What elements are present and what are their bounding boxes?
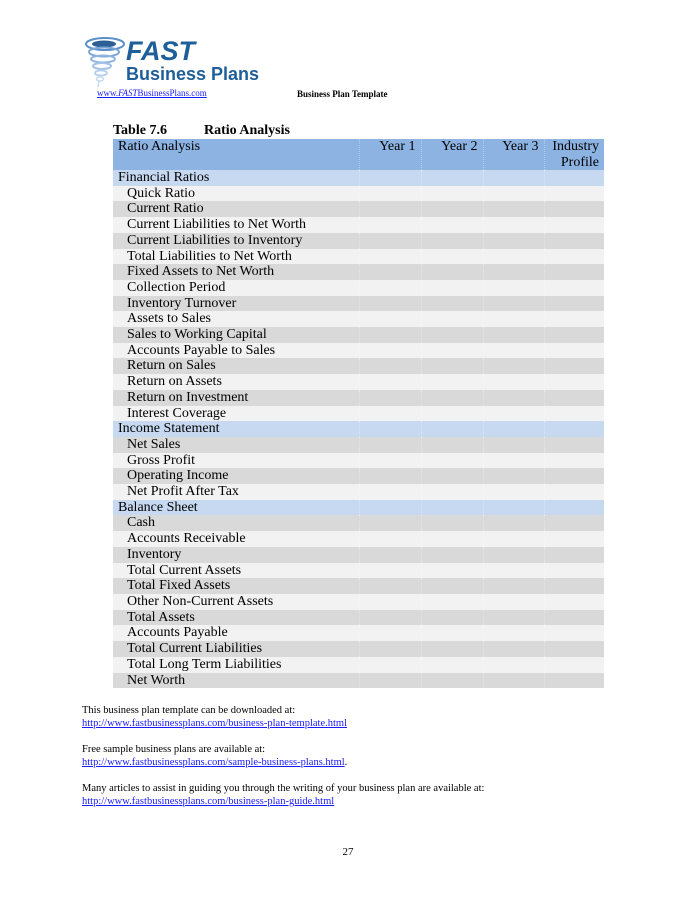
year-1-cell	[359, 264, 421, 280]
table-row	[113, 406, 604, 422]
year-2-cell	[421, 515, 483, 531]
year-3-cell	[483, 233, 544, 249]
row-label: Current Liabilities to Inventory	[113, 233, 359, 249]
table-row	[113, 343, 604, 359]
header-year-3: Year 3	[483, 139, 544, 170]
year-2-cell	[421, 343, 483, 359]
industry-profile-cell	[544, 578, 604, 594]
table-row	[113, 217, 604, 233]
row-label: Inventory	[113, 547, 359, 563]
year-3-cell	[483, 311, 544, 327]
year-1-cell	[359, 186, 421, 202]
year-3-cell	[483, 201, 544, 217]
logo	[84, 36, 284, 90]
industry-profile-cell	[544, 264, 604, 280]
year-3-cell	[483, 217, 544, 233]
year-2-cell	[421, 264, 483, 280]
year-1-cell	[359, 578, 421, 594]
industry-profile-cell	[544, 515, 604, 531]
industry-profile-cell	[544, 625, 604, 641]
site-link-prefix: www.	[97, 88, 119, 98]
industry-profile-cell	[544, 610, 604, 626]
year-2-cell	[421, 500, 483, 516]
year-3-cell	[483, 296, 544, 312]
row-label: Return on Sales	[113, 358, 359, 374]
row-label: Operating Income	[113, 468, 359, 484]
year-2-cell	[421, 390, 483, 406]
table-number: Table 7.6	[113, 123, 167, 138]
row-label: Inventory Turnover	[113, 296, 359, 312]
row-label: Other Non-Current Assets	[113, 594, 359, 610]
year-3-cell	[483, 390, 544, 406]
year-2-cell	[421, 578, 483, 594]
year-3-cell	[483, 531, 544, 547]
year-3-cell	[483, 170, 544, 186]
year-3-cell	[483, 610, 544, 626]
industry-profile-cell	[544, 594, 604, 610]
year-3-cell	[483, 327, 544, 343]
industry-profile-cell	[544, 390, 604, 406]
footer-text-2: Free sample business plans are available at:	[82, 744, 266, 755]
year-1-cell	[359, 563, 421, 579]
year-3-cell	[483, 437, 544, 453]
page-number: 27	[342, 846, 354, 858]
row-label: Accounts Receivable	[113, 531, 359, 547]
industry-profile-cell	[544, 641, 604, 657]
industry-profile-cell	[544, 500, 604, 516]
table-row	[113, 249, 604, 265]
table-row	[113, 657, 604, 673]
year-3-cell	[483, 421, 544, 437]
ratio-analysis-table	[113, 139, 604, 688]
guide-link[interactable]: http://www.fastbusinessplans.com/business-plan-guide.html	[82, 796, 335, 807]
table-row	[113, 311, 604, 327]
header-ratio-analysis: Ratio Analysis	[113, 139, 359, 170]
row-label: Total Liabilities to Net Worth	[113, 249, 359, 265]
row-label: Net Worth	[113, 673, 359, 689]
year-2-cell	[421, 673, 483, 689]
year-3-cell	[483, 484, 544, 500]
row-label: Total Current Assets	[113, 563, 359, 579]
header-industry-label: Industry	[552, 139, 599, 154]
year-1-cell	[359, 547, 421, 563]
year-1-cell	[359, 468, 421, 484]
year-2-cell	[421, 484, 483, 500]
row-label: Collection Period	[113, 280, 359, 296]
year-1-cell	[359, 673, 421, 689]
row-label: Total Fixed Assets	[113, 578, 359, 594]
year-2-cell	[421, 170, 483, 186]
industry-profile-cell	[544, 484, 604, 500]
year-1-cell	[359, 374, 421, 390]
year-2-cell	[421, 437, 483, 453]
table-row	[113, 358, 604, 374]
year-3-cell	[483, 500, 544, 516]
industry-profile-cell	[544, 421, 604, 437]
industry-profile-cell	[544, 453, 604, 469]
year-1-cell	[359, 170, 421, 186]
year-2-cell	[421, 657, 483, 673]
industry-profile-cell	[544, 296, 604, 312]
year-1-cell	[359, 358, 421, 374]
year-3-cell	[483, 453, 544, 469]
table-header-row	[113, 139, 604, 170]
industry-profile-cell	[544, 170, 604, 186]
year-3-cell	[483, 547, 544, 563]
table-row	[113, 468, 604, 484]
table-row	[113, 264, 604, 280]
header-industry-profile	[544, 139, 604, 170]
table-row	[113, 280, 604, 296]
year-3-cell	[483, 673, 544, 689]
table-title: Ratio Analysis	[204, 123, 290, 138]
table-row	[113, 327, 604, 343]
year-3-cell	[483, 641, 544, 657]
footer-period: .	[344, 757, 348, 768]
section-row	[113, 170, 604, 186]
section-label: Income Statement	[113, 421, 359, 437]
industry-profile-cell	[544, 406, 604, 422]
table-row	[113, 374, 604, 390]
footer-text-3: Many articles to assist in guiding you through the writing of your business plan are available at:	[82, 783, 485, 794]
row-label: Current Ratio	[113, 201, 359, 217]
industry-profile-cell	[544, 563, 604, 579]
table-row	[113, 186, 604, 202]
header-year-1: Year 1	[359, 139, 421, 170]
row-label: Net Sales	[113, 437, 359, 453]
year-1-cell	[359, 421, 421, 437]
table-row	[113, 594, 604, 610]
table-row	[113, 201, 604, 217]
table-caption	[113, 123, 290, 139]
year-1-cell	[359, 296, 421, 312]
footer-paragraph-guide	[82, 782, 484, 808]
year-1-cell	[359, 406, 421, 422]
year-3-cell	[483, 515, 544, 531]
year-2-cell	[421, 311, 483, 327]
year-1-cell	[359, 625, 421, 641]
table-row	[113, 531, 604, 547]
year-2-cell	[421, 327, 483, 343]
footer-text-1: This business plan template can be downloaded at:	[82, 705, 296, 716]
year-3-cell	[483, 657, 544, 673]
row-label: Interest Coverage	[113, 406, 359, 422]
section-row	[113, 421, 604, 437]
section-label: Balance Sheet	[113, 500, 359, 516]
year-2-cell	[421, 249, 483, 265]
table-row	[113, 610, 604, 626]
year-2-cell	[421, 641, 483, 657]
table-row	[113, 578, 604, 594]
industry-profile-cell	[544, 358, 604, 374]
footer-paragraph-samples	[82, 743, 484, 769]
table-row	[113, 437, 604, 453]
year-1-cell	[359, 641, 421, 657]
year-2-cell	[421, 374, 483, 390]
year-2-cell	[421, 358, 483, 374]
row-label: Quick Ratio	[113, 186, 359, 202]
table-row	[113, 563, 604, 579]
year-2-cell	[421, 406, 483, 422]
table-row	[113, 484, 604, 500]
year-2-cell	[421, 186, 483, 202]
year-3-cell	[483, 594, 544, 610]
industry-profile-cell	[544, 531, 604, 547]
logo-fast-text: FAST	[126, 36, 196, 66]
row-label: Current Liabilities to Net Worth	[113, 217, 359, 233]
table-row	[113, 515, 604, 531]
industry-profile-cell	[544, 280, 604, 296]
year-3-cell	[483, 406, 544, 422]
industry-profile-cell	[544, 233, 604, 249]
year-3-cell	[483, 343, 544, 359]
row-label: Return on Investment	[113, 390, 359, 406]
table-row	[113, 296, 604, 312]
row-label: Return on Assets	[113, 374, 359, 390]
year-3-cell	[483, 249, 544, 265]
row-label: Fixed Assets to Net Worth	[113, 264, 359, 280]
section-label: Financial Ratios	[113, 170, 359, 186]
year-3-cell	[483, 578, 544, 594]
site-link-fast: FAST	[118, 88, 138, 98]
site-link-suffix: BusinessPlans.com	[137, 88, 207, 98]
year-3-cell	[483, 280, 544, 296]
industry-profile-cell	[544, 311, 604, 327]
row-label: Assets to Sales	[113, 311, 359, 327]
year-2-cell	[421, 610, 483, 626]
table-row	[113, 547, 604, 563]
year-2-cell	[421, 453, 483, 469]
year-3-cell	[483, 358, 544, 374]
industry-profile-cell	[544, 327, 604, 343]
row-label: Net Profit After Tax	[113, 484, 359, 500]
year-1-cell	[359, 610, 421, 626]
industry-profile-cell	[544, 186, 604, 202]
year-1-cell	[359, 515, 421, 531]
year-1-cell	[359, 201, 421, 217]
section-row	[113, 500, 604, 516]
year-2-cell	[421, 625, 483, 641]
row-label: Accounts Payable to Sales	[113, 343, 359, 359]
logo-business-plans-text: Business Plans	[126, 64, 260, 84]
template-link[interactable]: http://www.fastbusinessplans.com/business-plan-template.html	[82, 718, 347, 729]
industry-profile-cell	[544, 657, 604, 673]
footer-paragraph-template	[82, 704, 484, 730]
row-label: Total Assets	[113, 610, 359, 626]
year-2-cell	[421, 296, 483, 312]
industry-profile-cell	[544, 201, 604, 217]
row-label: Sales to Working Capital	[113, 327, 359, 343]
year-1-cell	[359, 280, 421, 296]
year-2-cell	[421, 280, 483, 296]
site-link[interactable]	[97, 88, 207, 98]
year-1-cell	[359, 437, 421, 453]
year-3-cell	[483, 563, 544, 579]
table-row	[113, 625, 604, 641]
year-3-cell	[483, 186, 544, 202]
header-year-2: Year 2	[421, 139, 483, 170]
year-1-cell	[359, 233, 421, 249]
year-2-cell	[421, 421, 483, 437]
row-label: Gross Profit	[113, 453, 359, 469]
year-1-cell	[359, 343, 421, 359]
year-2-cell	[421, 217, 483, 233]
year-3-cell	[483, 625, 544, 641]
year-1-cell	[359, 217, 421, 233]
industry-profile-cell	[544, 673, 604, 689]
year-1-cell	[359, 327, 421, 343]
year-1-cell	[359, 453, 421, 469]
industry-profile-cell	[544, 217, 604, 233]
table-row	[113, 641, 604, 657]
year-1-cell	[359, 594, 421, 610]
year-3-cell	[483, 264, 544, 280]
year-2-cell	[421, 594, 483, 610]
year-1-cell	[359, 500, 421, 516]
year-2-cell	[421, 563, 483, 579]
industry-profile-cell	[544, 468, 604, 484]
industry-profile-cell	[544, 249, 604, 265]
header-profile-label: Profile	[560, 154, 599, 170]
industry-profile-cell	[544, 343, 604, 359]
year-3-cell	[483, 468, 544, 484]
year-1-cell	[359, 249, 421, 265]
year-3-cell	[483, 374, 544, 390]
row-label: Accounts Payable	[113, 625, 359, 641]
tornado-icon	[84, 36, 126, 88]
year-1-cell	[359, 390, 421, 406]
footer-notes	[82, 704, 484, 821]
year-1-cell	[359, 657, 421, 673]
table-row	[113, 233, 604, 249]
industry-profile-cell	[544, 437, 604, 453]
industry-profile-cell	[544, 547, 604, 563]
row-label: Cash	[113, 515, 359, 531]
year-1-cell	[359, 531, 421, 547]
year-2-cell	[421, 201, 483, 217]
row-label: Total Long Term Liabilities	[113, 657, 359, 673]
industry-profile-cell	[544, 374, 604, 390]
year-2-cell	[421, 547, 483, 563]
year-1-cell	[359, 311, 421, 327]
year-2-cell	[421, 531, 483, 547]
table-row	[113, 453, 604, 469]
row-label: Total Current Liabilities	[113, 641, 359, 657]
table-row	[113, 673, 604, 689]
year-1-cell	[359, 484, 421, 500]
sample-plans-link[interactable]: http://www.fastbusinessplans.com/sample-business-plans.html	[82, 757, 345, 768]
table-row	[113, 390, 604, 406]
year-2-cell	[421, 233, 483, 249]
document-title: Business Plan Template	[297, 89, 388, 99]
year-2-cell	[421, 468, 483, 484]
